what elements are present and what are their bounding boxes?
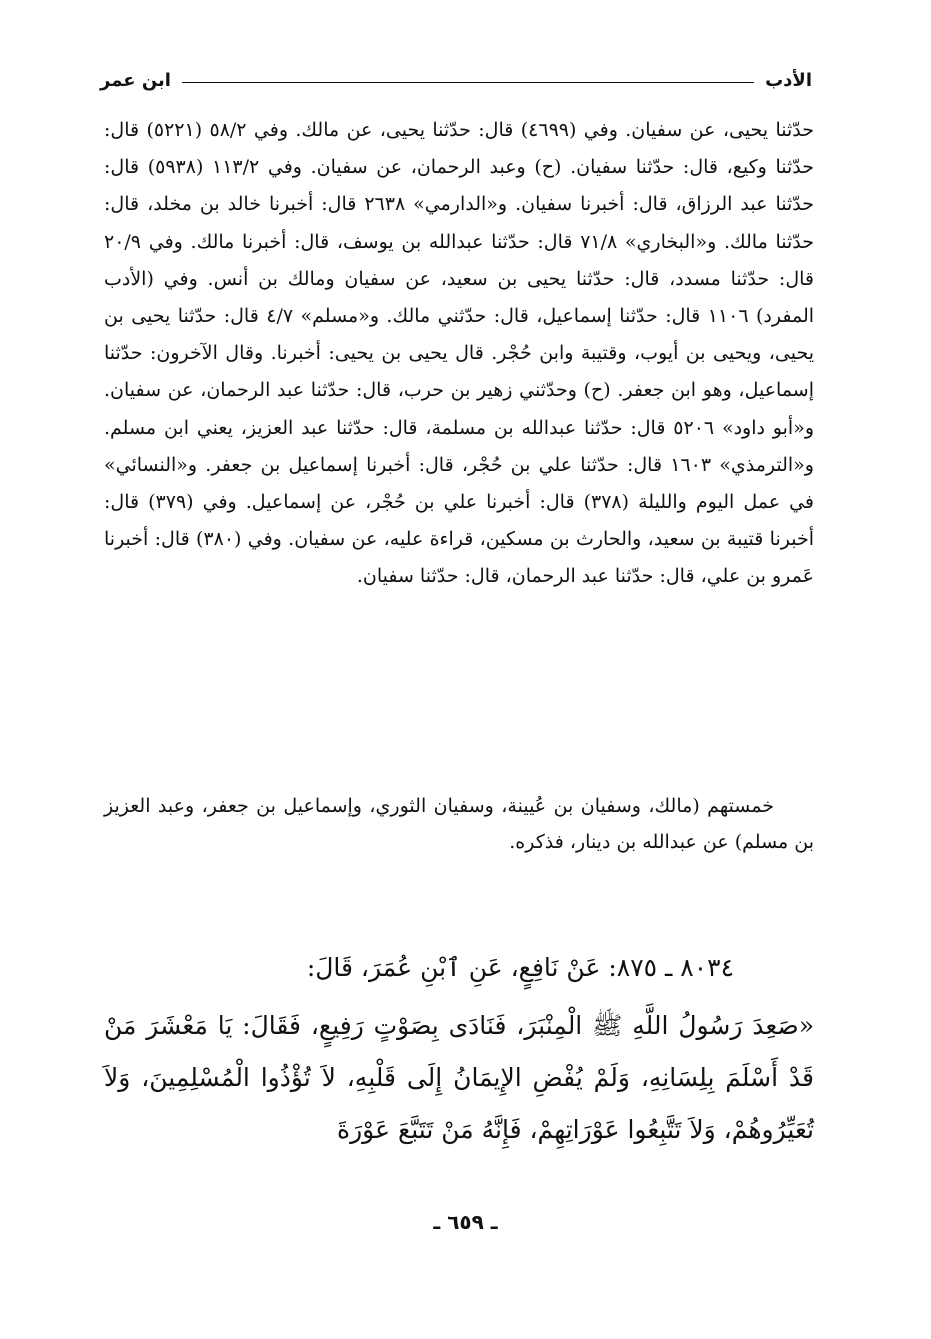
narrator-title: ابن عمر <box>100 70 171 91</box>
takhrij-section <box>104 112 814 596</box>
hadith-heading: ٨٠٣٤ ـ ٨٧٥: عَنْ نَافِعٍ، عَنِ ٱبْنِ عُمَرَ، قَالَ: <box>306 953 734 982</box>
conclusion-paragraph: خمستهم (مالك، وسفيان بن عُيينة، وسفيان الثوري، وإسماعيل بن جعفر، وعبد العزيز بن مسلم) عن عبدالله بن دينار، فذكره. <box>104 795 814 853</box>
chapter-title: الأدب <box>765 70 812 91</box>
takhrij-paragraph: حدّثنا يحيى، عن سفيان. وفي (٤٦٩٩) قال: حدّثنا يحيى، عن مالك. وفي ٥٨/٢ (٥٢٢١) قال: حدّثنا وكيع، قال: حدّثنا سفيان. (ح) وعبد الرحمان، عن سفيان. وفي ١١٣/٢ (٥٩٣٨) قال: حدّثنا عبد الرزاق، قال: أخبرنا سفيان. و«الدارمي» ٢٦٣٨ قال: أخبرنا خالد بن مخلد، قال: حدّثنا مالك. و«البخاري» ٧١/٨ قال: حدّثنا عبدالله بن يوسف، قال: أخبرنا مالك. وفي ٢٠/٩ قال: حدّثنا مسدد، قال: حدّثنا يحيى بن سعيد، عن سفيان ومالك بن أنس. وفي (الأدب المفرد) ١١٠٦ قال: حدّثنا إسماعيل، قال: حدّثني مالك. و«مسلم» ٤/٧ قال: حدّثنا يحيى بن يحيى، ويحيى بن أيوب، وقتيبة وابن حُجْر. قال يحيى بن يحيى: أخبرنا. وقال الآخرون: حدّثنا إسماعيل، وهو ابن جعفر. (ح) وحدّثني زهير بن حرب، قال: حدّثنا عبد الرحمان، عن سفيان. و«أبو داود» ٥٢٠٦ قال: حدّثنا عبدالله بن مسلمة، قال: حدّثنا عبد العزيز، يعني ابن مسلم. و«الترمذي» ١٦٠٣ قال: حدّثنا علي بن حُجْر، قال: أخبرنا إسماعيل بن جعفر. و«النسائي» في عمل اليوم والليلة (٣٧٨) قال: أخبرنا علي بن حُجْر، عن إسماعيل. وفي (٣٧٩) قال: أخبرنا قتيبة بن سعيد، والحارث بن مسكين، قراءة عليه، عن سفيان. وفي (٣٨٠) قال: أخبرنا عَمرو بن علي، قال: حدّثنا عبد الرحمان، قال: حدّثنا سفيان. <box>104 119 815 588</box>
page-number: ـ ٦٥٩ ـ <box>433 1210 498 1234</box>
conclusion-section <box>104 788 814 860</box>
header-rule <box>182 82 754 83</box>
running-header <box>100 68 812 98</box>
hadith-paragraph: «صَعِدَ رَسُولُ اللَّهِ ﷺ الْمِنْبَرَ، فَنَادَى بِصَوْتٍ رَفِيعٍ، فَقَالَ: يَا مَعْشَرَ مَنْ قَدْ أَسْلَمَ بِلِسَانِهِ، وَلَمْ يُفْضِ الإِيمَانُ إِلَى قَلْبِهِ، لاَ تُؤْذُوا الْمُسْلِمِينَ، وَلاَ تُعَيِّرُوهُمْ، وَلاَ تَتَّبِعُوا عَوْرَاتِهِمْ، فَإِنَّهُ مَنْ تَتَبَّعَ عَوْرَةَ <box>104 1011 814 1144</box>
hadith-section <box>104 1000 814 1156</box>
